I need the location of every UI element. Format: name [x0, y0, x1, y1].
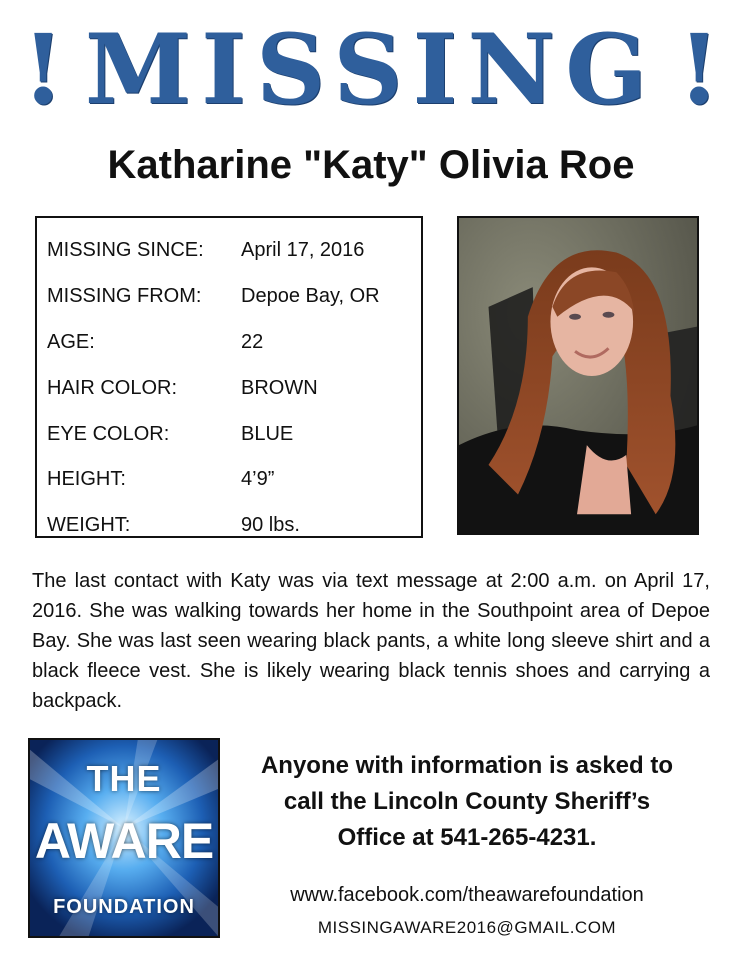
logo-text-the: THE — [86, 758, 162, 799]
aware-foundation-logo — [28, 738, 220, 938]
contact-line-2: call the Lincoln County Sheriff’s — [283, 788, 651, 815]
info-row-height — [47, 457, 411, 503]
info-label: HAIR COLOR: — [47, 376, 178, 399]
logo-text-foundation: FOUNDATION — [53, 896, 195, 918]
info-value: 4’9” — [241, 468, 275, 491]
info-row-missing-from — [47, 274, 411, 320]
info-row-missing-since — [47, 228, 411, 274]
banner-exclamation-right: ! — [677, 13, 720, 126]
contact-line-3: Office at 541-265-4231. — [337, 824, 597, 851]
info-label: AGE: — [47, 330, 95, 353]
info-row-hair-color — [47, 365, 411, 411]
banner-exclamation-left: ! — [22, 13, 65, 126]
contact-notice — [232, 748, 702, 856]
info-box — [35, 216, 423, 538]
description-paragraph: The last contact with Katy was via text message at 2:00 a.m. on April 17, 2016. She was walking towards her home in the Southpoint area of Depoe Bay. She was last seen wearing black pants, a white long sleeve shirt and a black fleece vest. She is likely wearing black tennis shoes and carrying a backpack. — [32, 570, 710, 712]
info-value: April 17, 2016 — [241, 239, 365, 262]
info-value: 90 lbs. — [241, 514, 300, 537]
logo-text-aware: AWARE — [34, 813, 214, 869]
person-photo — [457, 216, 699, 535]
info-row-eye-color — [47, 411, 411, 457]
info-value: BLUE — [241, 422, 294, 445]
info-value: Depoe Bay, OR — [241, 285, 380, 308]
info-label: MISSING SINCE: — [47, 239, 204, 262]
info-label: HEIGHT: — [47, 468, 126, 491]
info-row-weight — [47, 503, 411, 549]
contact-line-1: Anyone with information is asked to — [260, 752, 674, 779]
info-row-age — [47, 320, 411, 366]
info-label: WEIGHT: — [47, 514, 131, 537]
person-photo-image — [459, 218, 697, 533]
facebook-link[interactable]: www.facebook.com/theawarefoundation — [290, 884, 644, 906]
email-link[interactable]: MISSINGAWARE2016@GMAIL.COM — [317, 918, 617, 937]
info-value: BROWN — [241, 376, 318, 399]
info-label: EYE COLOR: — [47, 422, 170, 445]
person-name: Katharine "Katy" Olivia Roe — [107, 143, 635, 187]
info-label: MISSING FROM: — [47, 285, 202, 308]
missing-banner — [0, 13, 742, 126]
banner-title: MISSING — [84, 13, 658, 126]
info-value: 22 — [241, 330, 264, 353]
